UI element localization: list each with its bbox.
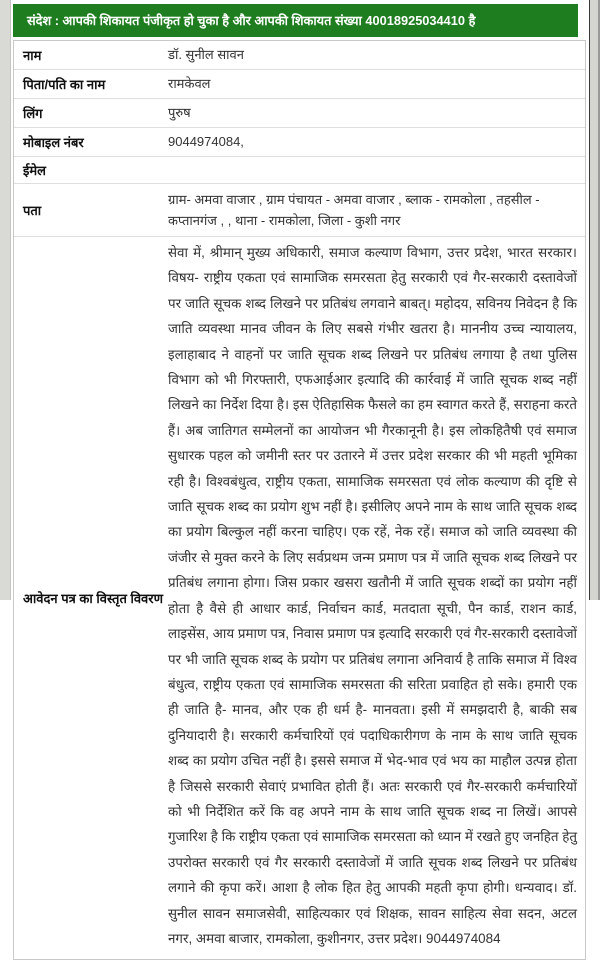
field-value-name: डॉ. सुनील सावन	[168, 47, 244, 62]
main-content	[13, 0, 586, 960]
field-label-mobile-number: मोबाइल नंबर	[23, 135, 84, 150]
table-row-email	[14, 157, 585, 184]
success-message-banner: संदेश : आपकी शिकायत पंजीकृत हो चुका है और आपकी शिकायत संख्या 40018925034410 है	[13, 4, 578, 37]
field-label-application-detail: आवेदन पत्र का विस्तृत विवरण	[23, 591, 164, 607]
field-label-gender: लिंग	[23, 106, 43, 121]
field-value-address: ग्राम- अमवा वाजार , ग्राम पंचायत - अमवा वाजार , ब्लाक - रामकोला , तहसील - कप्तानगंज , , थाना - रामकोला, जिला - कुशी नगर	[168, 192, 540, 228]
field-label-address: पता	[23, 203, 42, 218]
field-label-email: ईमेल	[23, 163, 46, 178]
table-row-gender	[14, 99, 585, 128]
table-row-name	[14, 41, 585, 70]
scrollbar-track[interactable]	[589, 0, 600, 600]
table-row-mobile-number	[14, 128, 585, 157]
field-label-name: नाम	[23, 48, 42, 63]
field-value-application-detail: सेवा में, श्रीमान् मुख्य अधिकारी, समाज कल्याण विभाग, उत्तर प्रदेश, भारत सरकार। विषय- राष्ट्रीय एकता एवं सामाजिक समरसता हेतु सरकारी एवं गैर-सरकारी दस्तावेजों पर जाति सूचक शब्द लिखने पर प्रतिबंध लगवाने बाबत्। महोदय, सविनय निवेदन है कि जाति व्यवस्था मानव जीवन के लिए सबसे गंभीर खतरा है। माननीय उच्च न्यायालय, इलाहाबाद ने वाहनों पर जाति सूचक शब्द लिखने पर प्रतिबंध लगाया है तथा पुलिस विभाग को भी गिरफ्तारी, एफआईआर इत्यादि की कार्रवाई में जाति सूचक शब्द नहीं लिखने का निर्देश दिया है। इस ऐतिहासिक फैसले का हम स्वागत करते हैं, सराहना करते हैं। अब जातिगत सम्मेलनों का आयोजन भी गैरकानूनी है। इस लोकहितैषी एवं समाज सुधारक पहल को जमीनी स्तर पर उतारने में उत्तर प्रदेश सरकार की भी महती भूमिका रही है। विश्वबंधुत्व, राष्ट्रीय एकता, सामाजिक समरसता एवं लोक कल्याण की दृष्टि से जाति सूचक शब्द का प्रयोग शुभ नहीं है। इसीलिए अपने नाम के साथ जाति सूचक शब्द का प्रयोग बिल्कुल नहीं करना चाहिए। एक रहें, नेक रहें। समाज को जाति व्यवस्था की जंजीर से मुक्त करने के लिए सर्वप्रथम जन्म प्रमाण पत्र में जाति सूचक शब्द लिखने पर प्रतिबंध लगाना होगा। जिस प्रकार खसरा खतौनी में जाति सूचक शब्दों का प्रयोग नहीं होता है वैसे ही आधार कार्ड, निर्वाचन कार्ड, मतदाता सूची, पैन कार्ड, राशन कार्ड, लाइसेंस, आय प्रमाण पत्र, निवास प्रमाण पत्र इत्यादि सरकारी एवं गैर-सरकारी दस्तावेजों पर भी जाति सूचक शब्द के प्रयोग पर प्रतिबंध लगाना अनिवार्य है ताकि समाज में विश्व बंधुत्व, राष्ट्रीय एकता एवं सामाजिक समरसता की सरिता प्रवाहित हो सके। हमारी एक ही जाति है- मानव, और एक ही धर्म है- मानवता। इसी में समझदारी है, बाकी सब दुनियादारी है। सरकारी कर्मचारियों एवं पदाधिकारीगण के नाम के साथ जाति सूचक शब्द का प्रयोग उचित नहीं है। इससे समाज में भेद-भाव एवं भय का माहौल उत्पन्न होता है जिससे सरकारी सेवाएं प्रभावित होती हैं। अतः सरकारी एवं गैर-सरकारी कर्मचारियों को भी निर्देशित करें कि वह अपने नाम के साथ जाति सूचक शब्द ना लिखें। आपसे गुजारिश है कि राष्ट्रीय एकता एवं सामाजिक समरसता को ध्यान में रखते हुए जनहित हेतु उपरोक्त सरकारी एवं गैर सरकारी दस्तावेजों में जाति सूचक शब्द लिखने पर प्रतिबंध लगाने की कृपा करें। आशा है लोक हित हेतु आपकी महती कृपा होगी। धन्यवाद। डॉ. सुनील सावन समाजसेवी, साहित्यकार एवं शिक्षक, सावन साहित्य सेवा सदन, अटल नगर, अमवा बाजार, रामकोला, कुशीनगर, उत्तर प्रदेश। 9044974084	[168, 245, 577, 946]
table-row-application-detail	[14, 237, 585, 959]
field-value-mobile-number: 9044974084,	[168, 134, 244, 149]
field-value-father-husband-name: रामकेवल	[168, 76, 211, 91]
table-row-address	[14, 184, 585, 237]
table-row-father-husband-name	[14, 70, 585, 99]
field-value-gender: पुरुष	[168, 105, 191, 120]
field-label-father-husband-name: पिता/पति का नाम	[23, 77, 106, 92]
field-value-email	[168, 157, 585, 183]
page-left-margin	[0, 0, 11, 600]
complaint-details-table	[13, 40, 586, 960]
